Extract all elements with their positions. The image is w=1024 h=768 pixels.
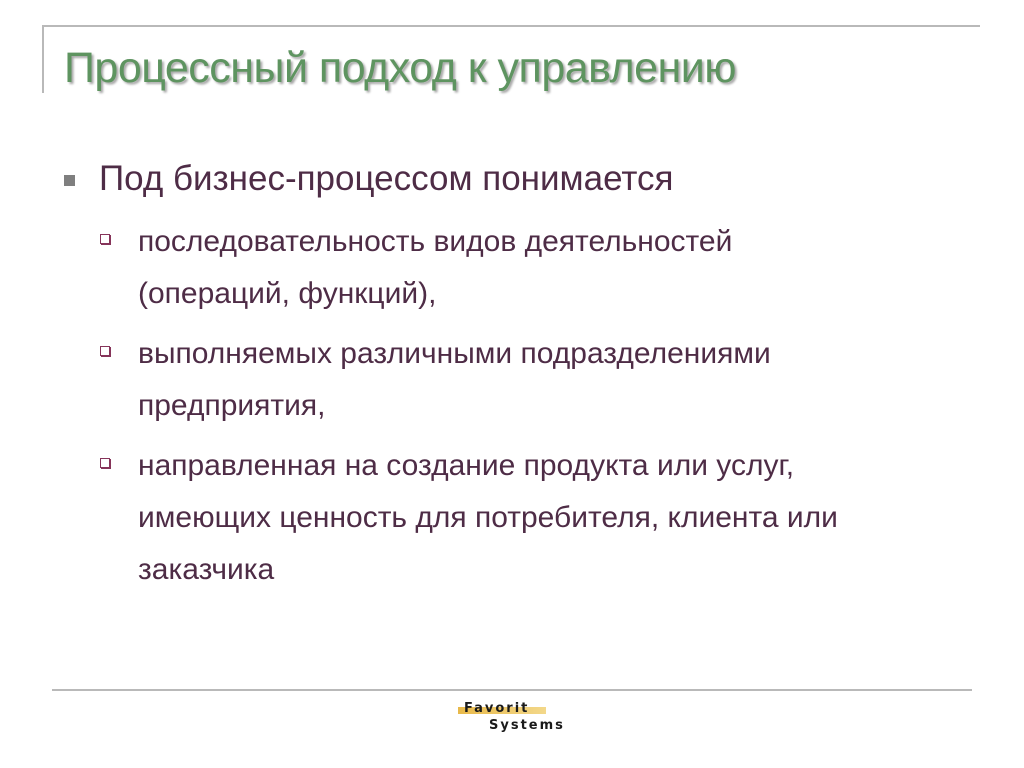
sub-bullet-line: заказчика [138, 553, 275, 586]
sub-bullet-text [138, 216, 732, 320]
main-bullet-item [64, 153, 673, 205]
left-frame-line [42, 25, 44, 93]
sub-bullet-list [100, 216, 980, 604]
slide-title: Процессный подход к управлению [64, 44, 737, 92]
hollow-square-bullet-icon [100, 458, 110, 468]
favorit-systems-logo [458, 702, 588, 736]
sub-bullet-text [138, 440, 838, 596]
logo-word-favorit: Favorit [464, 701, 530, 716]
sub-bullet-line: выполняемых различными подразделениями [138, 337, 771, 370]
sub-bullet-item [100, 216, 980, 320]
footer-divider [52, 689, 972, 691]
sub-bullet-line: направленная на создание продукта или услуг, [138, 449, 795, 482]
sub-bullet-item [100, 328, 980, 432]
sub-bullet-line: предприятия, [138, 389, 326, 422]
top-frame-line [42, 25, 980, 27]
filled-square-bullet-icon [64, 175, 75, 186]
sub-bullet-line: последовательность видов деятельностей [138, 225, 733, 258]
sub-bullet-line: имеющих ценность для потребителя, клиента или [138, 501, 838, 534]
logo-word-systems: Systems [489, 718, 565, 733]
sub-bullet-item [100, 440, 980, 596]
hollow-square-bullet-icon [100, 234, 110, 244]
hollow-square-bullet-icon [100, 346, 110, 356]
sub-bullet-line: (операций, функций), [138, 277, 437, 310]
sub-bullet-text [138, 328, 771, 432]
main-bullet-text: Под бизнес-процессом понимается [99, 159, 674, 198]
